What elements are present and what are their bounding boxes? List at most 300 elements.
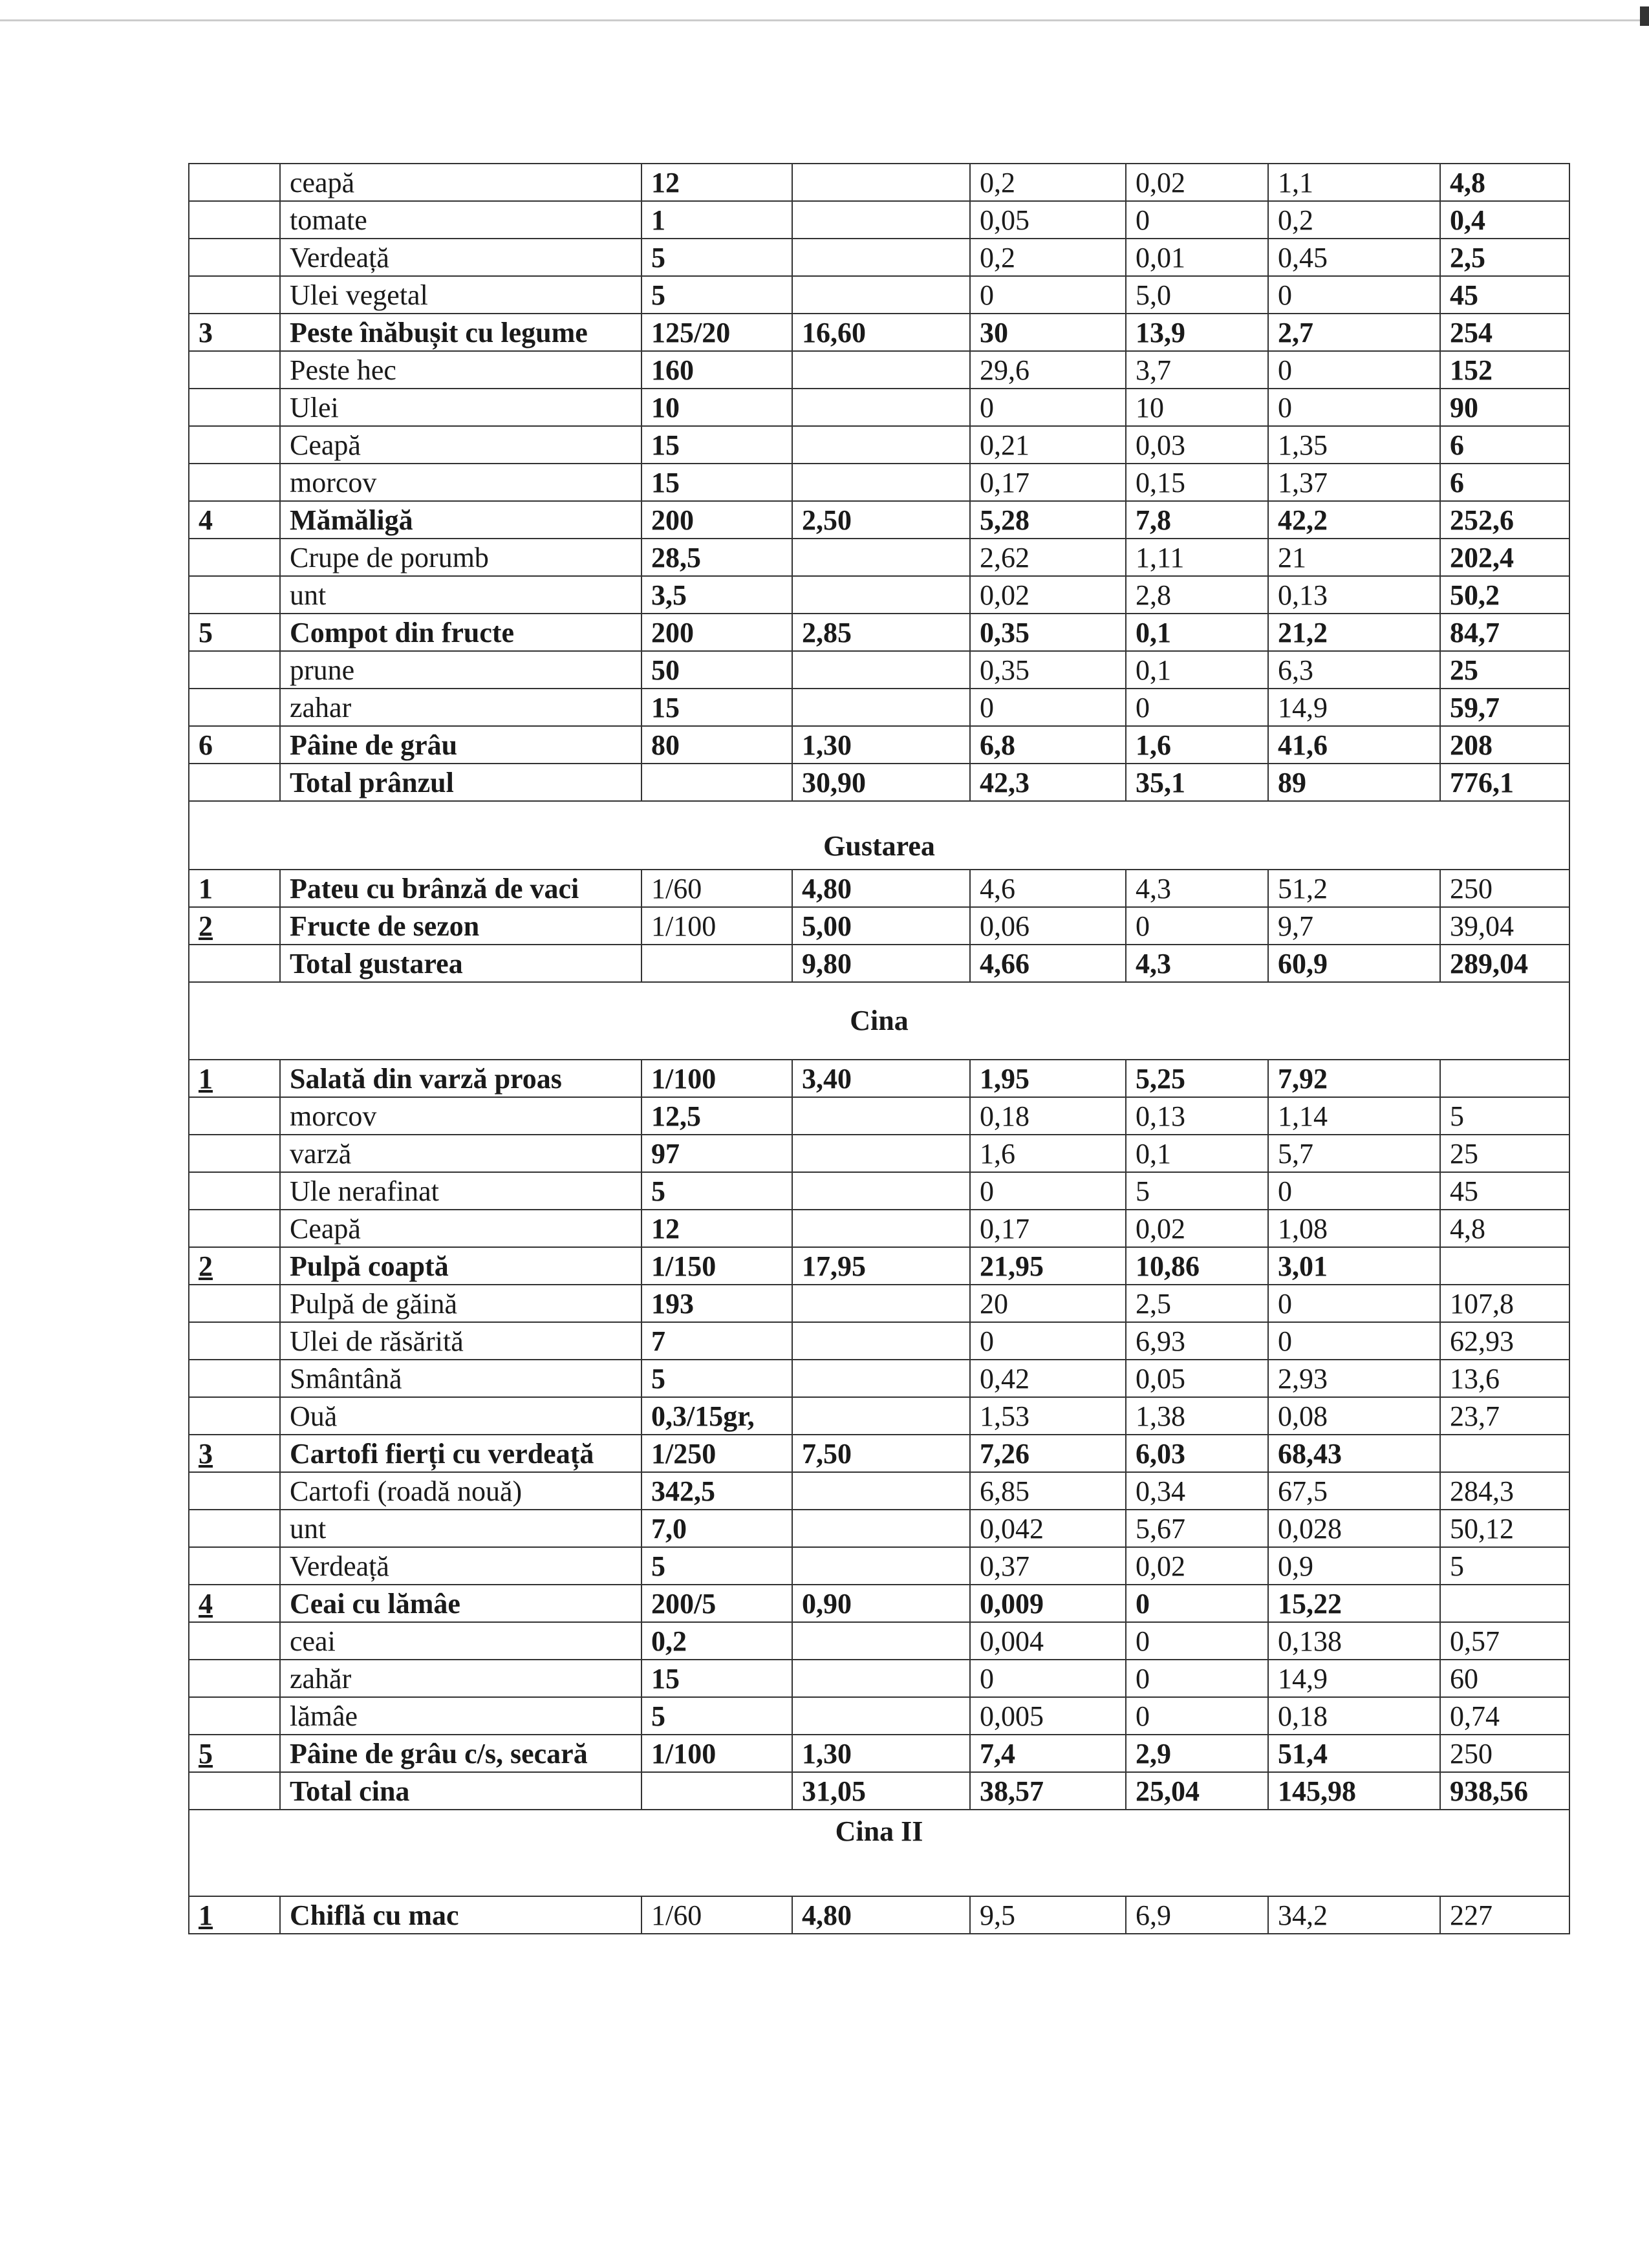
proteins-cell: 0 xyxy=(970,389,1126,426)
quantity-cell: 15 xyxy=(641,1660,792,1697)
table-row-dish xyxy=(189,314,1569,351)
fats-cell: 5,0 xyxy=(1126,276,1268,314)
table-row-total xyxy=(189,1772,1569,1810)
proteins-cell: 0,17 xyxy=(970,464,1126,501)
row-number-cell xyxy=(189,201,280,239)
row-number-cell xyxy=(189,539,280,576)
quantity-cell: 1/250 xyxy=(641,1435,792,1472)
row-number-cell: 5 xyxy=(189,1735,280,1772)
fats-cell: 0,34 xyxy=(1126,1472,1268,1510)
kcal-cell: 45 xyxy=(1440,1172,1569,1210)
carbohydrates-cell: 0 xyxy=(1268,1172,1440,1210)
fats-cell: 0 xyxy=(1126,689,1268,726)
table-row-ingredient xyxy=(189,1547,1569,1585)
table-row-total xyxy=(189,945,1569,982)
kcal-cell xyxy=(1440,1585,1569,1622)
carbohydrates-cell: 5,7 xyxy=(1268,1135,1440,1172)
fats-cell: 10 xyxy=(1126,389,1268,426)
price-cell xyxy=(792,1472,970,1510)
quantity-cell xyxy=(641,1772,792,1810)
quantity-cell: 80 xyxy=(641,726,792,764)
carbohydrates-cell: 0 xyxy=(1268,1322,1440,1360)
price-cell: 1,30 xyxy=(792,726,970,764)
price-cell xyxy=(792,1660,970,1697)
table-row-ingredient xyxy=(189,1285,1569,1322)
kcal-cell: 23,7 xyxy=(1440,1397,1569,1435)
quantity-cell: 0,3/15gr, xyxy=(641,1397,792,1435)
item-name-cell: morcov xyxy=(280,464,641,501)
price-cell xyxy=(792,276,970,314)
kcal-cell: 152 xyxy=(1440,351,1569,389)
row-number-cell: 4 xyxy=(189,1585,280,1622)
table-row-ingredient xyxy=(189,576,1569,614)
carbohydrates-cell: 41,6 xyxy=(1268,726,1440,764)
price-cell xyxy=(792,1622,970,1660)
quantity-cell: 342,5 xyxy=(641,1472,792,1510)
quantity-cell: 1/100 xyxy=(641,1735,792,1772)
fats-cell: 2,9 xyxy=(1126,1735,1268,1772)
proteins-cell: 0 xyxy=(970,276,1126,314)
item-name-cell: Pâine de grâu c/s, secară xyxy=(280,1735,641,1772)
table-row-dish xyxy=(189,1896,1569,1934)
price-cell xyxy=(792,426,970,464)
proteins-cell: 7,26 xyxy=(970,1435,1126,1472)
row-number-cell xyxy=(189,164,280,201)
row-number-cell xyxy=(189,1397,280,1435)
carbohydrates-cell: 0,18 xyxy=(1268,1697,1440,1735)
kcal-cell: 2,5 xyxy=(1440,239,1569,276)
fats-cell: 0 xyxy=(1126,1697,1268,1735)
fats-cell: 0,02 xyxy=(1126,164,1268,201)
row-number-cell xyxy=(189,351,280,389)
item-name-cell: Pateu cu brânză de vaci xyxy=(280,870,641,907)
kcal-cell: 107,8 xyxy=(1440,1285,1569,1322)
price-cell xyxy=(792,539,970,576)
item-name-cell: Chiflă cu mac xyxy=(280,1896,641,1934)
price-cell: 2,85 xyxy=(792,614,970,651)
table-row-dish xyxy=(189,907,1569,945)
table-row-ingredient xyxy=(189,1135,1569,1172)
fats-cell: 35,1 xyxy=(1126,764,1268,801)
menu-nutrition-table xyxy=(188,163,1570,1934)
row-number-cell xyxy=(189,1135,280,1172)
proteins-cell: 9,5 xyxy=(970,1896,1126,1934)
row-number-cell xyxy=(189,239,280,276)
carbohydrates-cell: 0,138 xyxy=(1268,1622,1440,1660)
kcal-cell: 84,7 xyxy=(1440,614,1569,651)
price-cell: 16,60 xyxy=(792,314,970,351)
kcal-cell: 0,4 xyxy=(1440,201,1569,239)
quantity-cell: 1/60 xyxy=(641,870,792,907)
quantity-cell: 200/5 xyxy=(641,1585,792,1622)
carbohydrates-cell: 1,14 xyxy=(1268,1097,1440,1135)
price-cell: 4,80 xyxy=(792,870,970,907)
item-name-cell: Crupe de porumb xyxy=(280,539,641,576)
proteins-cell: 0,042 xyxy=(970,1510,1126,1547)
proteins-cell: 4,66 xyxy=(970,945,1126,982)
fats-cell: 25,04 xyxy=(1126,1772,1268,1810)
scan-corner-mark xyxy=(1640,6,1649,26)
proteins-cell: 0,37 xyxy=(970,1547,1126,1585)
proteins-cell: 29,6 xyxy=(970,351,1126,389)
carbohydrates-cell: 0,028 xyxy=(1268,1510,1440,1547)
proteins-cell: 0,02 xyxy=(970,576,1126,614)
price-cell xyxy=(792,1172,970,1210)
row-number-cell xyxy=(189,1547,280,1585)
price-cell xyxy=(792,1097,970,1135)
kcal-cell: 50,2 xyxy=(1440,576,1569,614)
proteins-cell: 0,2 xyxy=(970,164,1126,201)
row-number-cell: 1 xyxy=(189,1060,280,1097)
item-name-cell: ceai xyxy=(280,1622,641,1660)
price-cell: 31,05 xyxy=(792,1772,970,1810)
price-cell xyxy=(792,1397,970,1435)
carbohydrates-cell: 0 xyxy=(1268,276,1440,314)
table-row-ingredient xyxy=(189,276,1569,314)
item-name-cell: Total prânzul xyxy=(280,764,641,801)
quantity-cell: 7,0 xyxy=(641,1510,792,1547)
quantity-cell: 12,5 xyxy=(641,1097,792,1135)
item-name-cell: zahar xyxy=(280,689,641,726)
price-cell: 0,90 xyxy=(792,1585,970,1622)
carbohydrates-cell: 3,01 xyxy=(1268,1247,1440,1285)
item-name-cell: unt xyxy=(280,1510,641,1547)
quantity-cell: 125/20 xyxy=(641,314,792,351)
section-title: Gustarea xyxy=(189,801,1569,870)
proteins-cell: 1,95 xyxy=(970,1060,1126,1097)
carbohydrates-cell: 0,45 xyxy=(1268,239,1440,276)
proteins-cell: 20 xyxy=(970,1285,1126,1322)
carbohydrates-cell: 9,7 xyxy=(1268,907,1440,945)
carbohydrates-cell: 21 xyxy=(1268,539,1440,576)
fats-cell: 2,8 xyxy=(1126,576,1268,614)
quantity-cell: 1/60 xyxy=(641,1896,792,1934)
item-name-cell: Total cina xyxy=(280,1772,641,1810)
item-name-cell: Pulpă de găină xyxy=(280,1285,641,1322)
kcal-cell: 202,4 xyxy=(1440,539,1569,576)
carbohydrates-cell: 0,08 xyxy=(1268,1397,1440,1435)
row-number-cell: 1 xyxy=(189,870,280,907)
fats-cell: 13,9 xyxy=(1126,314,1268,351)
fats-cell: 3,7 xyxy=(1126,351,1268,389)
kcal-cell xyxy=(1440,1435,1569,1472)
kcal-cell: 6 xyxy=(1440,426,1569,464)
quantity-cell: 15 xyxy=(641,689,792,726)
table-row-dish xyxy=(189,1435,1569,1472)
fats-cell: 2,5 xyxy=(1126,1285,1268,1322)
fats-cell: 4,3 xyxy=(1126,870,1268,907)
row-number-cell xyxy=(189,764,280,801)
kcal-cell: 284,3 xyxy=(1440,1472,1569,1510)
kcal-cell: 6 xyxy=(1440,464,1569,501)
quantity-cell: 160 xyxy=(641,351,792,389)
kcal-cell: 90 xyxy=(1440,389,1569,426)
section-title: Cina xyxy=(189,982,1569,1060)
table-row-dish xyxy=(189,1585,1569,1622)
fats-cell: 1,38 xyxy=(1126,1397,1268,1435)
table-row-ingredient xyxy=(189,1697,1569,1735)
price-cell xyxy=(792,1285,970,1322)
price-cell xyxy=(792,1697,970,1735)
quantity-cell xyxy=(641,945,792,982)
section-header-gustarea xyxy=(189,801,1569,870)
row-number-cell xyxy=(189,1472,280,1510)
quantity-cell: 200 xyxy=(641,501,792,539)
fats-cell: 0 xyxy=(1126,907,1268,945)
carbohydrates-cell: 145,98 xyxy=(1268,1772,1440,1810)
carbohydrates-cell: 60,9 xyxy=(1268,945,1440,982)
item-name-cell: Fructe de sezon xyxy=(280,907,641,945)
row-number-cell xyxy=(189,1697,280,1735)
quantity-cell: 5 xyxy=(641,1547,792,1585)
table-row-dish xyxy=(189,501,1569,539)
item-name-cell: Verdeață xyxy=(280,1547,641,1585)
row-number-cell: 3 xyxy=(189,314,280,351)
kcal-cell: 25 xyxy=(1440,651,1569,689)
quantity-cell: 0,2 xyxy=(641,1622,792,1660)
price-cell: 9,80 xyxy=(792,945,970,982)
fats-cell: 5 xyxy=(1126,1172,1268,1210)
table-row-ingredient xyxy=(189,464,1569,501)
row-number-cell xyxy=(189,945,280,982)
item-name-cell: varză xyxy=(280,1135,641,1172)
kcal-cell: 254 xyxy=(1440,314,1569,351)
price-cell: 5,00 xyxy=(792,907,970,945)
carbohydrates-cell: 1,37 xyxy=(1268,464,1440,501)
item-name-cell: Peste înăbușit cu legume xyxy=(280,314,641,351)
kcal-cell: 0,57 xyxy=(1440,1622,1569,1660)
carbohydrates-cell: 89 xyxy=(1268,764,1440,801)
kcal-cell: 50,12 xyxy=(1440,1510,1569,1547)
fats-cell: 1,11 xyxy=(1126,539,1268,576)
proteins-cell: 0 xyxy=(970,1322,1126,1360)
row-number-cell xyxy=(189,1172,280,1210)
price-cell: 1,30 xyxy=(792,1735,970,1772)
price-cell xyxy=(792,351,970,389)
proteins-cell: 0,005 xyxy=(970,1697,1126,1735)
row-number-cell xyxy=(189,1210,280,1247)
price-cell xyxy=(792,1322,970,1360)
item-name-cell: Mămăligă xyxy=(280,501,641,539)
quantity-cell: 97 xyxy=(641,1135,792,1172)
price-cell xyxy=(792,389,970,426)
kcal-cell: 250 xyxy=(1440,1735,1569,1772)
proteins-cell: 38,57 xyxy=(970,1772,1126,1810)
kcal-cell: 5 xyxy=(1440,1547,1569,1585)
table-row-ingredient xyxy=(189,1172,1569,1210)
proteins-cell: 0 xyxy=(970,1172,1126,1210)
proteins-cell: 0,35 xyxy=(970,614,1126,651)
row-number-cell xyxy=(189,1510,280,1547)
table-row-ingredient xyxy=(189,539,1569,576)
quantity-cell: 3,5 xyxy=(641,576,792,614)
item-name-cell: Ouă xyxy=(280,1397,641,1435)
fats-cell: 1,6 xyxy=(1126,726,1268,764)
kcal-cell: 59,7 xyxy=(1440,689,1569,726)
carbohydrates-cell: 2,7 xyxy=(1268,314,1440,351)
carbohydrates-cell: 2,93 xyxy=(1268,1360,1440,1397)
table-row-ingredient xyxy=(189,1097,1569,1135)
carbohydrates-cell: 0,13 xyxy=(1268,576,1440,614)
kcal-cell: 4,8 xyxy=(1440,164,1569,201)
table-row-ingredient xyxy=(189,201,1569,239)
proteins-cell: 0,05 xyxy=(970,201,1126,239)
quantity-cell: 5 xyxy=(641,1360,792,1397)
fats-cell: 0 xyxy=(1126,1622,1268,1660)
quantity-cell: 1/150 xyxy=(641,1247,792,1285)
fats-cell: 0,05 xyxy=(1126,1360,1268,1397)
row-number-cell: 6 xyxy=(189,726,280,764)
item-name-cell: Cartofi (roadă nouă) xyxy=(280,1472,641,1510)
item-name-cell: Ulei de răsărită xyxy=(280,1322,641,1360)
price-cell xyxy=(792,1510,970,1547)
row-number-cell: 3 xyxy=(189,1435,280,1472)
price-cell: 3,40 xyxy=(792,1060,970,1097)
table-row-dish xyxy=(189,614,1569,651)
carbohydrates-cell: 0 xyxy=(1268,1285,1440,1322)
fats-cell: 0,1 xyxy=(1126,614,1268,651)
price-cell xyxy=(792,1360,970,1397)
fats-cell: 10,86 xyxy=(1126,1247,1268,1285)
row-number-cell xyxy=(189,426,280,464)
row-number-cell xyxy=(189,651,280,689)
kcal-cell: 62,93 xyxy=(1440,1322,1569,1360)
kcal-cell: 250 xyxy=(1440,870,1569,907)
item-name-cell: Ceapă xyxy=(280,1210,641,1247)
proteins-cell: 30 xyxy=(970,314,1126,351)
table-row-ingredient xyxy=(189,164,1569,201)
table-row-ingredient xyxy=(189,351,1569,389)
row-number-cell xyxy=(189,389,280,426)
carbohydrates-cell: 67,5 xyxy=(1268,1472,1440,1510)
proteins-cell: 21,95 xyxy=(970,1247,1126,1285)
row-number-cell: 2 xyxy=(189,907,280,945)
kcal-cell xyxy=(1440,1060,1569,1097)
item-name-cell: Pâine de grâu xyxy=(280,726,641,764)
kcal-cell: 60 xyxy=(1440,1660,1569,1697)
proteins-cell: 0,21 xyxy=(970,426,1126,464)
row-number-cell: 5 xyxy=(189,614,280,651)
quantity-cell: 28,5 xyxy=(641,539,792,576)
proteins-cell: 0,35 xyxy=(970,651,1126,689)
section-header-cina2 xyxy=(189,1810,1569,1896)
fats-cell: 0,02 xyxy=(1126,1547,1268,1585)
carbohydrates-cell: 68,43 xyxy=(1268,1435,1440,1472)
fats-cell: 0,03 xyxy=(1126,426,1268,464)
kcal-cell: 0,74 xyxy=(1440,1697,1569,1735)
item-name-cell: morcov xyxy=(280,1097,641,1135)
item-name-cell: zahăr xyxy=(280,1660,641,1697)
item-name-cell: tomate xyxy=(280,201,641,239)
table-row-ingredient xyxy=(189,1660,1569,1697)
fats-cell: 0 xyxy=(1126,1660,1268,1697)
table-row-ingredient xyxy=(189,1397,1569,1435)
item-name-cell: Verdeață xyxy=(280,239,641,276)
fats-cell: 6,9 xyxy=(1126,1896,1268,1934)
kcal-cell: 25 xyxy=(1440,1135,1569,1172)
proteins-cell: 0,42 xyxy=(970,1360,1126,1397)
price-cell: 4,80 xyxy=(792,1896,970,1934)
quantity-cell xyxy=(641,764,792,801)
price-cell xyxy=(792,1547,970,1585)
table-row-ingredient xyxy=(189,426,1569,464)
item-name-cell: Pulpă coaptă xyxy=(280,1247,641,1285)
fats-cell: 0,1 xyxy=(1126,1135,1268,1172)
fats-cell: 6,93 xyxy=(1126,1322,1268,1360)
price-cell xyxy=(792,164,970,201)
kcal-cell: 13,6 xyxy=(1440,1360,1569,1397)
item-name-cell: unt xyxy=(280,576,641,614)
quantity-cell: 15 xyxy=(641,426,792,464)
proteins-cell: 6,8 xyxy=(970,726,1126,764)
quantity-cell: 193 xyxy=(641,1285,792,1322)
row-number-cell: 2 xyxy=(189,1247,280,1285)
row-number-cell xyxy=(189,1097,280,1135)
item-name-cell: prune xyxy=(280,651,641,689)
quantity-cell: 1/100 xyxy=(641,907,792,945)
section-title: Cina II xyxy=(189,1810,1569,1896)
price-cell xyxy=(792,1135,970,1172)
price-cell xyxy=(792,1210,970,1247)
carbohydrates-cell: 7,92 xyxy=(1268,1060,1440,1097)
item-name-cell: Ulei vegetal xyxy=(280,276,641,314)
proteins-cell: 0,004 xyxy=(970,1622,1126,1660)
row-number-cell xyxy=(189,1322,280,1360)
proteins-cell: 1,53 xyxy=(970,1397,1126,1435)
price-cell: 30,90 xyxy=(792,764,970,801)
kcal-cell: 227 xyxy=(1440,1896,1569,1934)
kcal-cell: 208 xyxy=(1440,726,1569,764)
proteins-cell: 4,6 xyxy=(970,870,1126,907)
kcal-cell: 252,6 xyxy=(1440,501,1569,539)
item-name-cell: lămâe xyxy=(280,1697,641,1735)
proteins-cell: 7,4 xyxy=(970,1735,1126,1772)
kcal-cell xyxy=(1440,1247,1569,1285)
fats-cell: 0,13 xyxy=(1126,1097,1268,1135)
quantity-cell: 5 xyxy=(641,1172,792,1210)
carbohydrates-cell: 1,1 xyxy=(1268,164,1440,201)
row-number-cell xyxy=(189,276,280,314)
table-row-total xyxy=(189,764,1569,801)
scan-top-edge xyxy=(0,19,1649,21)
carbohydrates-cell: 51,2 xyxy=(1268,870,1440,907)
table-row-ingredient xyxy=(189,1210,1569,1247)
row-number-cell xyxy=(189,1660,280,1697)
row-number-cell xyxy=(189,576,280,614)
item-name-cell: Ule nerafinat xyxy=(280,1172,641,1210)
table-row-dish xyxy=(189,726,1569,764)
kcal-cell: 45 xyxy=(1440,276,1569,314)
price-cell: 2,50 xyxy=(792,501,970,539)
quantity-cell: 1/100 xyxy=(641,1060,792,1097)
item-name-cell: Ulei xyxy=(280,389,641,426)
carbohydrates-cell: 34,2 xyxy=(1268,1896,1440,1934)
carbohydrates-cell: 14,9 xyxy=(1268,689,1440,726)
proteins-cell: 6,85 xyxy=(970,1472,1126,1510)
quantity-cell: 5 xyxy=(641,276,792,314)
proteins-cell: 0,06 xyxy=(970,907,1126,945)
price-cell xyxy=(792,464,970,501)
quantity-cell: 12 xyxy=(641,164,792,201)
quantity-cell: 200 xyxy=(641,614,792,651)
row-number-cell: 4 xyxy=(189,501,280,539)
carbohydrates-cell: 0 xyxy=(1268,351,1440,389)
quantity-cell: 12 xyxy=(641,1210,792,1247)
table-row-ingredient xyxy=(189,1360,1569,1397)
table-row-ingredient xyxy=(189,389,1569,426)
price-cell xyxy=(792,239,970,276)
carbohydrates-cell: 21,2 xyxy=(1268,614,1440,651)
